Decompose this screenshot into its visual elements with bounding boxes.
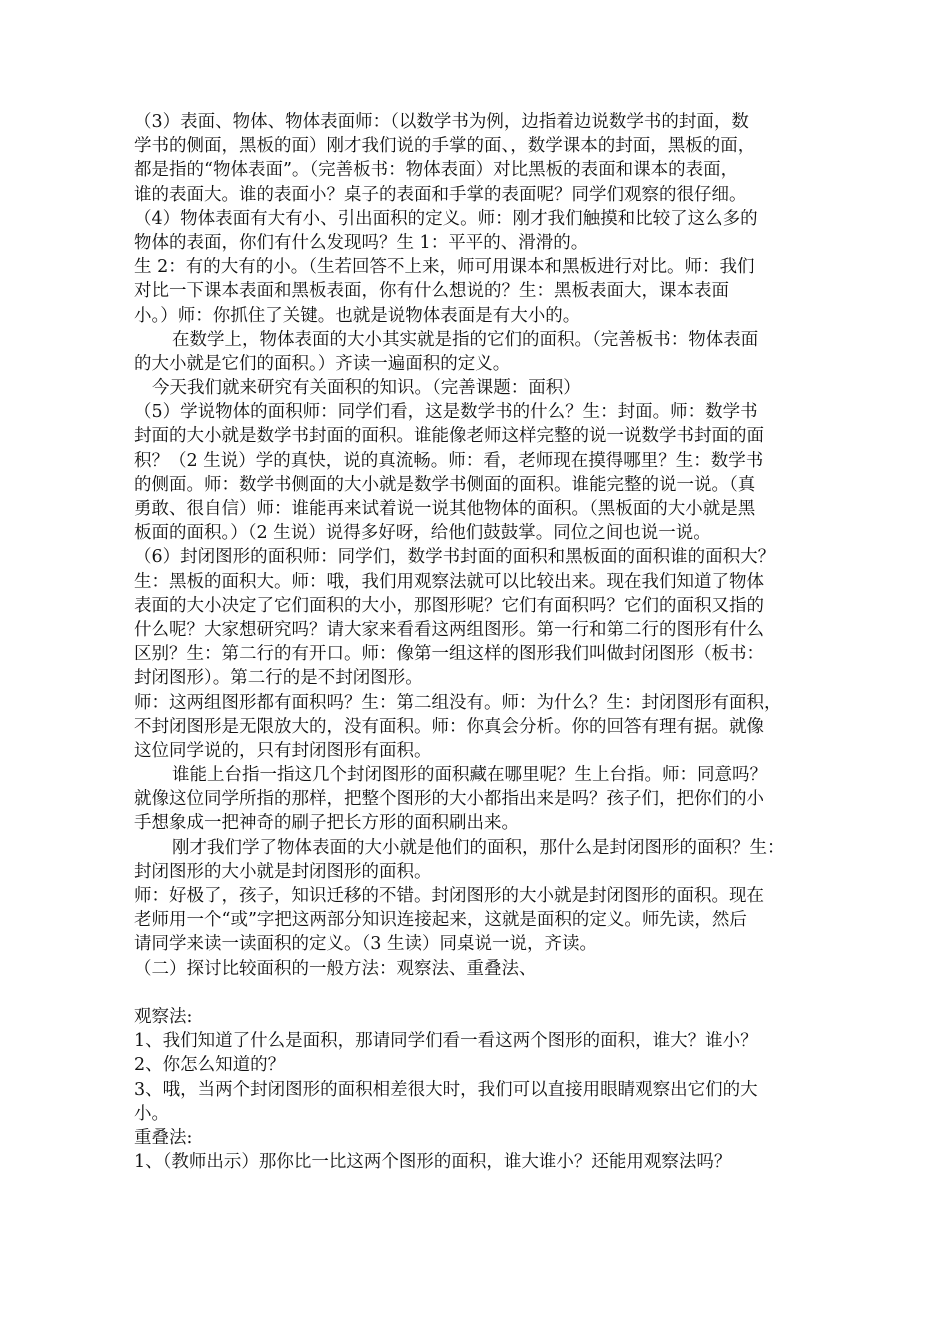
text-line: 师：这两组图形都有面积吗？生：第二组没有。师：为什么？生：封闭图形有面积，: [134, 692, 782, 713]
text-line: 1、（教师出示）那你比一比这两个图形的面积，谁大谁小？还能用观察法吗？: [134, 1152, 732, 1173]
text-line: 封面的大小就是数学书封面的面积。谁能像老师这样完整的说一说数学书封面的面: [134, 426, 764, 447]
text-line: 师：好极了，孩子，知识迁移的不错。封闭图形的大小就是封闭图形的面积。现在: [134, 886, 764, 906]
text-line: 的大小就是它们的面积。）齐读一遍面积的定义。: [134, 353, 511, 374]
text-line: 观察法:: [134, 1006, 193, 1027]
text-line: 生：黑板的面积大。师：哦，我们用观察法就可以比较出来。现在我们知道了物体: [134, 571, 764, 592]
text-line: 2、你怎么知道的？: [134, 1055, 286, 1076]
text-line: 区别？生：第二行的有开口。师：像第一组这样的图形我们叫做封闭图形（板书：: [134, 644, 764, 665]
text-line: 都是指的“物体表面”。（完善板书：物体表面）对比黑板的表面和课本的表面，: [134, 160, 739, 181]
text-line: （二）探讨比较面积的一般方法：观察法、重叠法、: [134, 958, 537, 979]
text-line: 重叠法:: [134, 1127, 193, 1148]
text-line: 在数学上，物体表面的大小其实就是指的它们的面积。（完善板书：物体表面: [172, 329, 759, 350]
text-line: 板面的面积。）（2 生说）说得多好呀，给他们鼓鼓掌。同位之间也说一说。: [134, 523, 711, 544]
text-line: （6）封闭图形的面积师：同学们，数学书封面的面积和黑板面的面积谁的面积大？: [134, 547, 776, 568]
text-line: 勇敢、很自信）师：谁能再来试着说一说其他物体的面积。（黑板面的大小就是黑: [134, 499, 756, 519]
text-line: 3、哦，当两个封闭图形的面积相差很大时，我们可以直接用眼睛观察出它们的大: [134, 1079, 758, 1100]
text-line: 学书的侧面，黑板的面）刚才我们说的手掌的面、，数学课本的封面，黑板的面，: [134, 136, 756, 157]
text-line: （4）物体表面有大有小、引出面积的定义。师：刚才我们触摸和比较了这么多的: [134, 208, 758, 229]
text-line: 表面的大小决定了它们面积的大小，那图形呢？它们有面积吗？它们的面积又指的: [134, 595, 764, 616]
text-line: 老师用一个“或”字把这两部分知识连接起来，这就是面积的定义。师先读，然后: [134, 910, 747, 931]
text-line: 今天我们就来研究有关面积的知识。（完善课题：面积）: [152, 378, 581, 399]
text-line: （5）学说物体的面积师：同学们看，这是数学书的什么？生：封面。师：数学书: [134, 402, 758, 423]
text-line: 刚才我们学了物体表面的大小就是他们的面积，那什么是封闭图形的面积？生：: [172, 837, 785, 858]
text-line: 小。）师：你抓住了关键。也就是说物体表面是有大小的。: [134, 305, 581, 326]
text-line: 的侧面。师：数学书侧面的大小就是数学书侧面的面积。谁能完整的说一说。（真: [134, 474, 756, 495]
text-line: 谁的表面大。谁的表面小？桌子的表面和手掌的表面呢？同学们观察的很仔细。: [134, 184, 747, 205]
blank-line: [134, 981, 834, 1005]
text-line: （3）表面、物体、物体表面师：（以数学书为例，边指着边说数学书的封面，数: [134, 112, 749, 132]
document-body: [134, 110, 834, 1174]
text-line: 生 2：有的大有的小。（生若回答不上来，师可用课本和黑板进行对比。师：我们: [134, 257, 755, 278]
text-line: 对比一下课本表面和黑板表面，你有什么想说的？生：黑板表面大，课本表面: [134, 281, 729, 302]
text-line: 1、我们知道了什么是面积，那请同学们看一看这两个图形的面积，谁大？谁小？: [134, 1031, 758, 1052]
text-line: 这位同学说的，只有封闭图形有面积。: [134, 740, 432, 761]
text-line: 什么呢？大家想研究吗？请大家来看看这两组图形。第一行和第二行的图形有什么: [134, 619, 764, 640]
text-line: 物体的表面，你们有什么发现吗？生 1：平平的、滑滑的。: [134, 232, 589, 253]
text-line: 小。: [134, 1103, 169, 1124]
text-line: 积？（2 生说）学的真快，说的真流畅。师：看，老师现在摸得哪里？生：数学书: [134, 450, 764, 471]
text-line: 请同学来读一读面积的定义。（3 生读）同桌说一说，齐读。: [134, 934, 597, 955]
text-line: 封闭图形）。第二行的是不封闭图形。: [134, 668, 423, 689]
text-line: 封闭图形的大小就是封闭图形的面积。: [134, 861, 432, 882]
text-line: 谁能上台指一指这几个封闭图形的面积藏在哪里呢？生上台指。师：同意吗？: [172, 765, 767, 786]
text-line: 手想象成一把神奇的刷子把长方形的面积刷出来。: [134, 813, 519, 834]
text-line: 就像这位同学所指的那样，把整个图形的大小都指出来是吗？孩子们，把你们的小: [134, 789, 764, 810]
text-line: 不封闭图形是无限放大的，没有面积。师：你真会分析。你的回答有理有据。就像: [134, 716, 764, 737]
